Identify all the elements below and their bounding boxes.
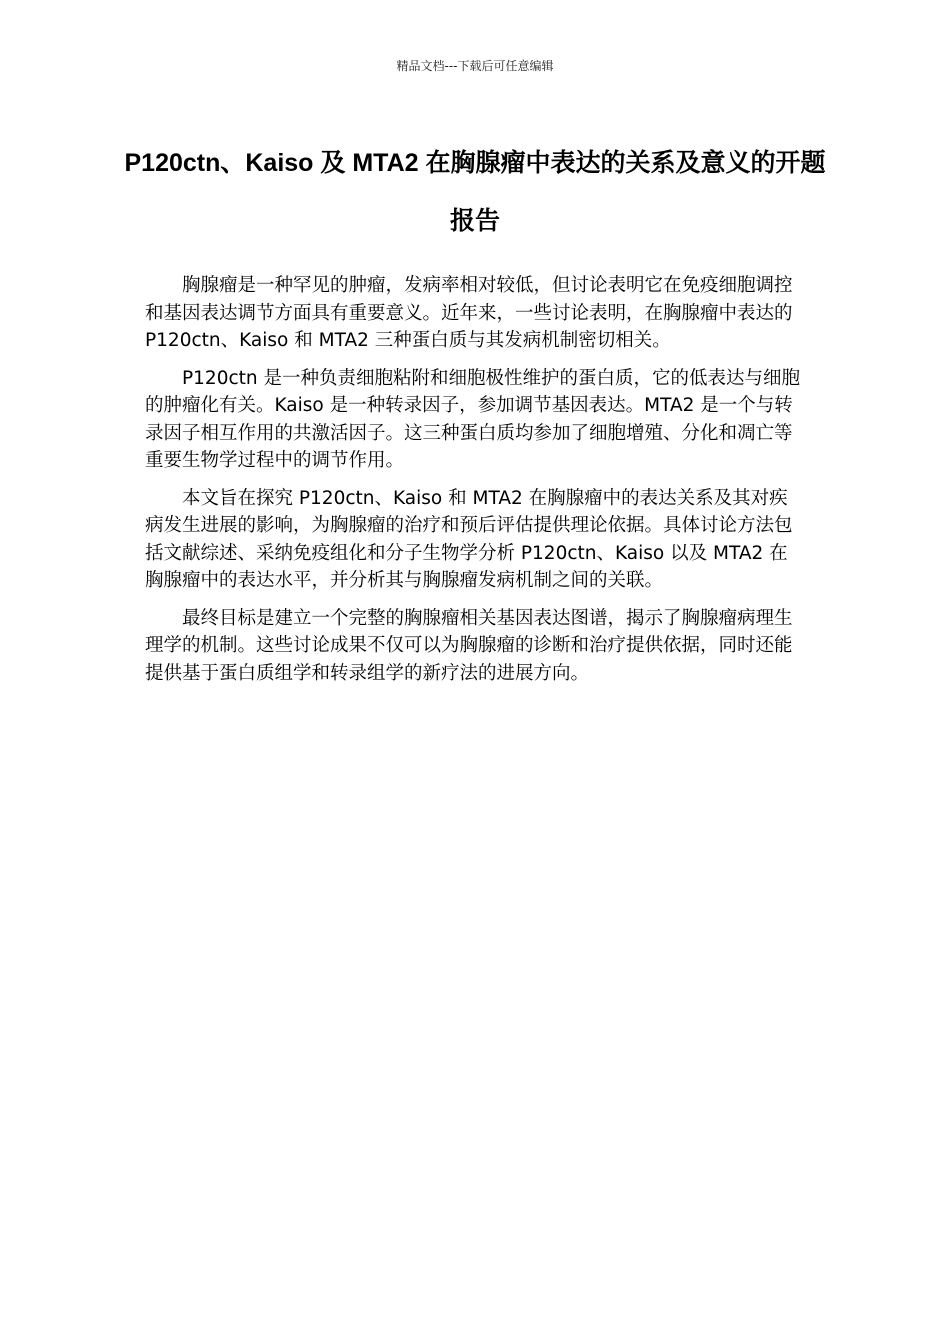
body-paragraph: 最终目标是建立一个完整的胸腺瘤相关基因表达图谱，揭示了胸腺瘤病理生理学的机制。这些讨论成果不仅可以为胸腺瘤的诊断和治疗提供依据，同时还能提供基于蛋白质组学和转录组学的新疗法的进展方向。 — [145, 607, 793, 684]
document-title: P120ctn、Kaiso 及 MTA2 在胸腺瘤中表达的关系及意义的开题报告 — [124, 149, 826, 235]
body-paragraph: 本文旨在探究 P120ctn、Kaiso 和 MTA2 在胸腺瘤中的表达关系及其对疾病发生进展的影响，为胸腺瘤的治疗和预后评估提供理论依据。具体讨论方法包括文献综述、采纳免疫组化和分子生物学分析 P120ctn、Kaiso 以及 MTA2 在胸腺瘤中的表达水平，并分析其与胸腺瘤发病机制之间的关联。 — [145, 487, 793, 591]
body-paragraph: P120ctn 是一种负责细胞粘附和细胞极性维护的蛋白质，它的低表达与细胞的肿瘤化有关。Kaiso 是一种转录因子，参加调节基因表达。MTA2 是一个与转录因子相互作用的共激活因子。这三种蛋白质均参加了细胞增殖、分化和凋亡等重要生物学过程中的调节作用。 — [145, 367, 801, 471]
body-paragraph: 胸腺瘤是一种罕见的肿瘤，发病率相对较低，但讨论表明它在免疫细胞调控和基因表达调节方面具有重要意义。近年来，一些讨论表明，在胸腺瘤中表达的 P120ctn、Kaiso 和 MTA2 三种蛋白质与其发病机制密切相关。 — [145, 275, 793, 351]
page-header: 精品文档---下载后可任意编辑 — [396, 59, 554, 73]
document-body — [145, 272, 800, 697]
